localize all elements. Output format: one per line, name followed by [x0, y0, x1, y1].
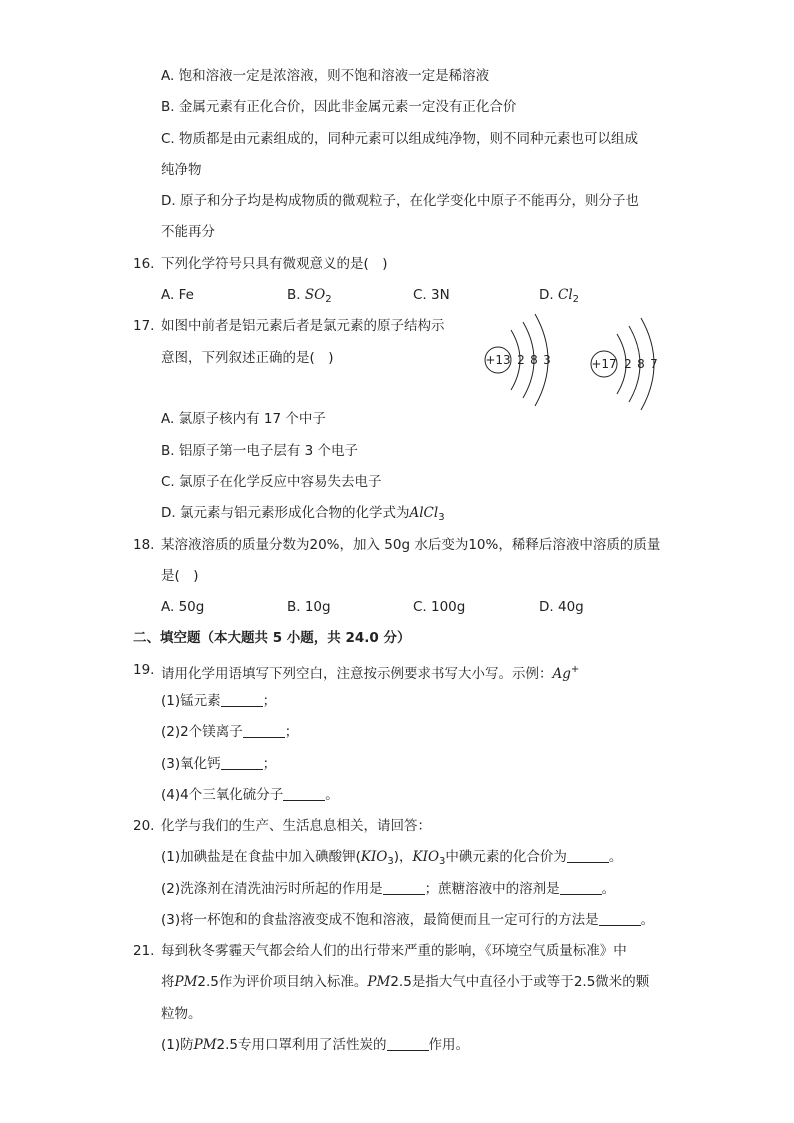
answer-blank[interactable]: [243, 725, 285, 738]
q19-number: 19.: [133, 662, 155, 678]
cl-shell-3-count: 7: [650, 357, 658, 371]
q16-stem: 下列化学符号只具有微观意义的是( ): [161, 256, 388, 272]
q17-stem-line1: 如图中前者是铝元素后者是氯元素的原子结构示: [161, 318, 445, 334]
q17-option-c: C. 氯原子在化学反应中容易失去电子: [161, 474, 382, 490]
q19-part-2: (2)2个镁离子 ；: [161, 724, 299, 740]
al-nucleus-label: +13: [485, 353, 511, 367]
q17-option-b: B. 铝原子第一电子层有 3 个电子: [161, 443, 359, 459]
q20-part-2: (2)洗涤剂在清洗油污时所起的作用是 ；蔗糖溶液中的溶剂是 。: [161, 881, 616, 897]
q19-part-3: (3)氧化钙 ；: [161, 756, 277, 772]
answer-blank[interactable]: [599, 913, 641, 926]
q16-option-b: B. $SO_2$: [287, 287, 332, 305]
q20-part-1: (1)加碘盐是在食盐中加入碘酸钾$(KIO_3)$，$KIO_3$中碘元素的化合价为 。: [161, 849, 623, 867]
q20-number: 20.: [133, 818, 155, 834]
q21-stem-line1: 每到秋冬雾霾天气都会给人们的出行带来严重的影响，《环境空气质量标准》中: [161, 943, 627, 959]
q19-part-4: (4)4个三氧化硫分子 。: [161, 787, 339, 803]
aluminium-atom-diagram: [485, 314, 551, 406]
answer-blank[interactable]: [221, 694, 263, 707]
q21-number: 21.: [133, 943, 155, 959]
answer-blank[interactable]: [283, 788, 325, 801]
answer-blank[interactable]: [383, 882, 425, 895]
atomic-structure-diagrams: [478, 308, 678, 418]
q17-number: 17.: [133, 318, 155, 334]
q18-stem-line2: 是( ): [161, 568, 199, 584]
answer-blank[interactable]: [221, 757, 263, 770]
answer-blank[interactable]: [567, 850, 609, 863]
q19-part-1: (1)锰元素 ；: [161, 693, 277, 709]
q15-option-c-line1: C. 物质都是由元素组成的，同种元素可以组成纯净物，则不同种元素也可以组成: [161, 131, 639, 147]
chlorine-atom-diagram: [591, 318, 658, 410]
cl-nucleus-label: +17: [591, 357, 617, 371]
q18-option-c: C. 100g: [413, 599, 466, 615]
al-shell-3-count: 3: [543, 353, 551, 367]
q16-option-c: C. 3N: [413, 287, 450, 303]
q21-stem-line2: 将PM2.5作为评价项目纳入标准。PM2.5是指大气中直径小于或等于2.5微米的颗: [161, 974, 650, 990]
section-title: 二、填空题（本大题共 5 小题，共 24.0 分）: [133, 630, 411, 646]
al-shell-1-count: 2: [517, 353, 525, 367]
q17-stem-line2: 意图，下列叙述正确的是( ): [161, 350, 334, 366]
q18-number: 18.: [133, 537, 155, 553]
q20-part-3: (3)将一杯饱和的食盐溶液变成不饱和溶液，最简便而且一定可行的方法是 。: [161, 912, 655, 928]
q18-option-a: A. 50g: [161, 599, 205, 615]
q20-stem: 化学与我们的生产、生活息息相关，请回答：: [161, 818, 431, 834]
q15-option-c-line2: 纯净物: [161, 162, 202, 178]
al-shell-2-count: 8: [530, 353, 538, 367]
q19-stem: 请用化学用语填写下列空白，注意按示例要求书写大小写。示例：Ag+: [161, 664, 580, 682]
q18-option-d: D. 40g: [539, 599, 584, 615]
q21-stem-line3: 粒物。: [161, 1006, 202, 1022]
answer-blank[interactable]: [387, 1038, 429, 1051]
q17-option-d: D. 氯元素与铝元素形成化合物的化学式为AlCl$_3$: [161, 505, 445, 523]
q16-option-a: A. Fe: [161, 287, 194, 303]
q15-option-d-line2: 不能再分: [161, 224, 215, 240]
q15-option-b: B. 金属元素有正化合价，因此非金属元素一定没有正化合价: [161, 99, 517, 115]
q16-number: 16.: [133, 256, 155, 272]
q18-option-b: B. 10g: [287, 599, 331, 615]
q18-stem-line1: 某溶液溶质的质量分数为20%，加入 50g 水后变为10%，稀释后溶液中溶质的质量: [161, 537, 661, 553]
q15-option-d-line1: D. 原子和分子均是构成物质的微观粒子，在化学变化中原子不能再分，则分子也: [161, 193, 639, 209]
cl-shell-2-count: 8: [637, 357, 645, 371]
answer-blank[interactable]: [560, 882, 602, 895]
q21-part-1: (1)防PM2.5专用口罩利用了活性炭的 作用。: [161, 1037, 470, 1053]
q17-option-a: A. 氯原子核内有 17 个中子: [161, 411, 326, 427]
cl-shell-1-count: 2: [624, 357, 632, 371]
q15-option-a: A. 饱和溶液一定是浓溶液，则不饱和溶液一定是稀溶液: [161, 68, 490, 84]
q16-option-d: D. $Cl_2$: [539, 287, 580, 305]
